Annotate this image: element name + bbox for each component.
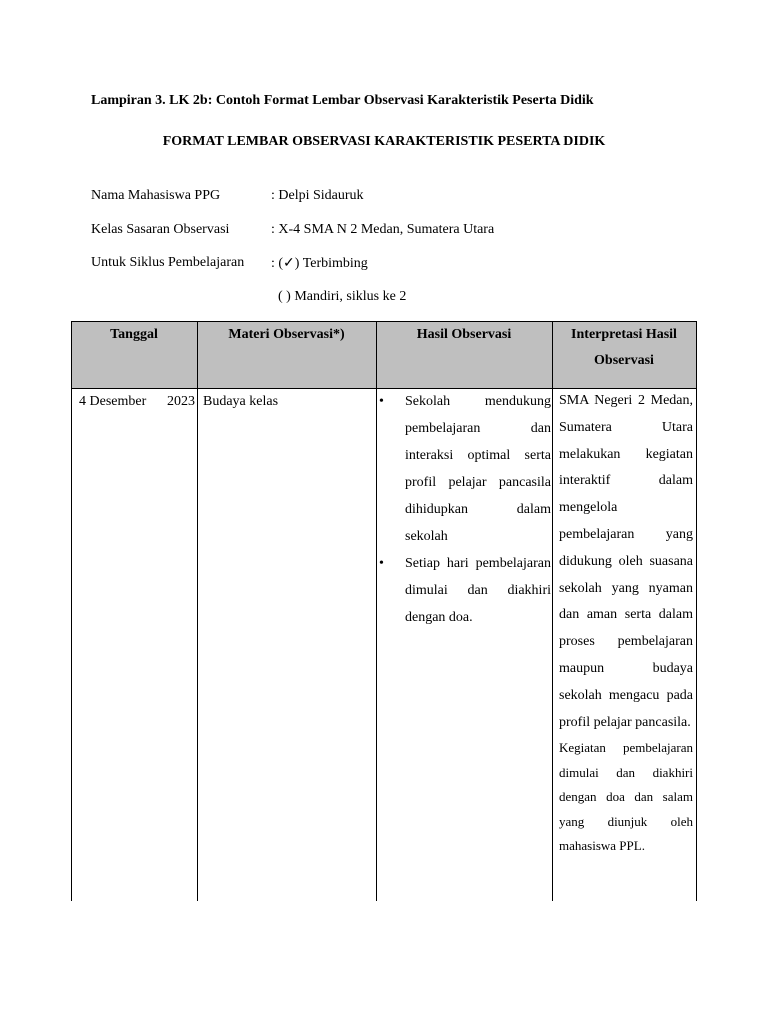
siklus-value-terbimbing: : (✓) Terbimbing <box>271 256 368 271</box>
interpretasi-part2: Kegiatan pembelajaran dimulai dan diakhiri dengan doa dan salam yang diunjuk oleh mahasiswa PPL. <box>559 740 693 854</box>
hasil-item <box>379 550 551 631</box>
bullet-icon: • <box>379 394 384 409</box>
nama-label: Nama Mahasiswa PPG <box>91 188 221 203</box>
header-interpretasi-line2: Observasi <box>594 353 654 368</box>
siklus-value-mandiri: ( ) Mandiri, siklus ke 2 <box>278 289 407 304</box>
appendix-heading: Lampiran 3. LK 2b: Contoh Format Lembar Observasi Karakteristik Peserta Didik <box>91 93 594 108</box>
bullet-icon: • <box>379 556 384 571</box>
hasil-item-text: Setiap hari pembelajaran dimulai dan diakhiri dengan doa. <box>405 556 551 625</box>
cell-hasil <box>379 388 551 631</box>
header-hasil: Hasil Observasi <box>416 327 512 342</box>
header-tanggal: Tanggal <box>110 327 158 342</box>
document-title: FORMAT LEMBAR OBSERVASI KARAKTERISTIK PESERTA DIDIK <box>162 134 606 149</box>
header-materi: Materi Observasi*) <box>228 327 345 342</box>
nama-value: : Delpi Sidauruk <box>271 188 364 203</box>
kelas-label: Kelas Sasaran Observasi <box>91 222 230 237</box>
table-border-right <box>696 321 697 901</box>
header-interpretasi-line1: Interpretasi Hasil <box>571 327 677 342</box>
table-border-left <box>71 321 72 901</box>
hasil-item-text: Sekolah mendukung pembelajaran dan interaksi optimal serta profil pelajar pancasila dihidupkan dalam sekolah <box>405 394 551 544</box>
cell-materi: Budaya kelas <box>203 394 279 409</box>
observation-table <box>71 321 697 901</box>
column-divider-2 <box>376 321 377 901</box>
hasil-item <box>379 388 551 550</box>
column-divider-3 <box>552 321 553 901</box>
interpretasi-part1: SMA Negeri 2 Medan, Sumatera Utara melakukan kegiatan interaktif dalam mengelola pembelajaran yang didukung oleh suasana sekolah yang nyaman dan aman serta dalam proses pembelajaran maupun budaya sekolah mengacu pada profil pelajar pancasila. <box>559 393 693 730</box>
tanggal-day-month: 4 Desember <box>79 394 147 409</box>
siklus-label: Untuk Siklus Pembelajaran <box>91 255 245 270</box>
cell-interpretasi <box>559 388 693 859</box>
header-interpretasi <box>552 322 696 389</box>
column-divider-1 <box>197 321 198 901</box>
kelas-value: : X-4 SMA N 2 Medan, Sumatera Utara <box>271 222 495 237</box>
tanggal-year: 2023 <box>167 394 195 409</box>
